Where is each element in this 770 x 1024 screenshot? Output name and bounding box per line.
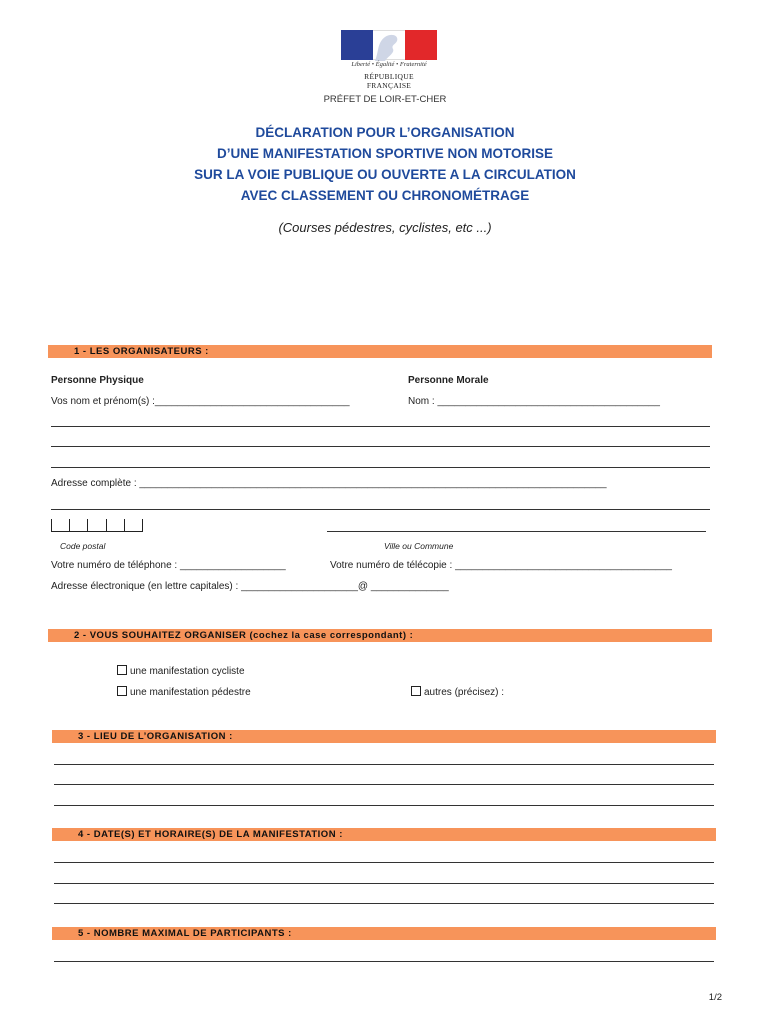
section-2-heading: 2 - VOUS SOUHAITEZ ORGANISER (cochez la case correspondant) :	[48, 629, 712, 642]
blank-line[interactable]	[54, 903, 714, 904]
section-1-heading: 1 - LES ORGANISATEURS :	[48, 345, 712, 358]
checkbox[interactable]	[117, 686, 127, 696]
section-5-heading: 5 - NOMBRE MAXIMAL DE PARTICIPANTS :	[52, 927, 716, 940]
marianne-logo	[341, 30, 437, 90]
page-title	[0, 122, 770, 206]
email-field[interactable]: Adresse électronique (en lettre capitales) : _____________________@ ______________	[51, 581, 449, 592]
option-cycliste-label: une manifestation cycliste	[130, 666, 245, 677]
checkbox[interactable]	[411, 686, 421, 696]
republic-label: RÉPUBLIQUE FRANÇAISE	[364, 72, 414, 90]
prefet-label: PRÉFET DE LOIR-ET-CHER	[323, 94, 447, 105]
motto: Liberté • Égalité • Fraternité	[351, 61, 427, 68]
french-flag-icon	[341, 30, 437, 60]
blank-line[interactable]	[54, 805, 714, 806]
personne-physique-label: Personne Physique	[51, 375, 144, 386]
option-pedestre-label: une manifestation pédestre	[130, 687, 251, 698]
telephone-field[interactable]: Votre numéro de téléphone : ___________________	[51, 560, 286, 571]
option-autres-label: autres (précisez) :	[424, 687, 505, 698]
nom-field[interactable]: Nom : ________________________________________	[408, 396, 660, 407]
option-autres[interactable]	[411, 686, 504, 698]
checkbox[interactable]	[117, 665, 127, 675]
blank-line[interactable]	[51, 509, 710, 510]
blank-line[interactable]	[54, 764, 714, 765]
adresse-field[interactable]: Adresse complète : ____________________________________________________________________________________	[51, 478, 607, 489]
blank-line[interactable]	[51, 426, 710, 427]
title-line-3: SUR LA VOIE PUBLIQUE OU OUVERTE A LA CIRCULATION	[194, 167, 576, 182]
telecopie-field[interactable]: Votre numéro de télécopie : _______________________________________	[330, 560, 672, 571]
section-3-heading: 3 - LIEU DE L’ORGANISATION :	[52, 730, 716, 743]
blank-line[interactable]	[54, 784, 714, 785]
code-postal-boxes[interactable]	[51, 519, 143, 532]
blank-line[interactable]	[51, 467, 710, 468]
ville-line[interactable]	[327, 531, 706, 532]
title-line-4: AVEC CLASSEMENT OU CHRONOMÉTRAGE	[240, 188, 530, 203]
title-line-1: DÉCLARATION POUR L’ORGANISATION	[255, 125, 515, 140]
blank-line[interactable]	[54, 961, 714, 962]
blank-line[interactable]	[51, 446, 710, 447]
option-cycliste[interactable]	[117, 665, 245, 677]
section-4-heading: 4 - DATE(S) ET HORAIRE(S) DE LA MANIFESTATION :	[52, 828, 716, 841]
blank-line[interactable]	[54, 883, 714, 884]
nom-prenom-field[interactable]: Vos nom et prénom(s) :___________________________________	[51, 396, 350, 407]
option-pedestre[interactable]	[117, 686, 251, 698]
title-line-2: D’UNE MANIFESTATION SPORTIVE NON MOTORISE	[216, 146, 554, 161]
ville-label: Ville ou Commune	[384, 541, 454, 551]
marianne-profile-icon	[373, 31, 405, 61]
code-postal-label: Code postal	[60, 541, 106, 551]
personne-morale-label: Personne Morale	[408, 375, 489, 386]
blank-line[interactable]	[54, 862, 714, 863]
page-subtitle: (Courses pédestres, cyclistes, etc ...)	[278, 220, 492, 235]
page-number: 1/2	[708, 992, 722, 1003]
